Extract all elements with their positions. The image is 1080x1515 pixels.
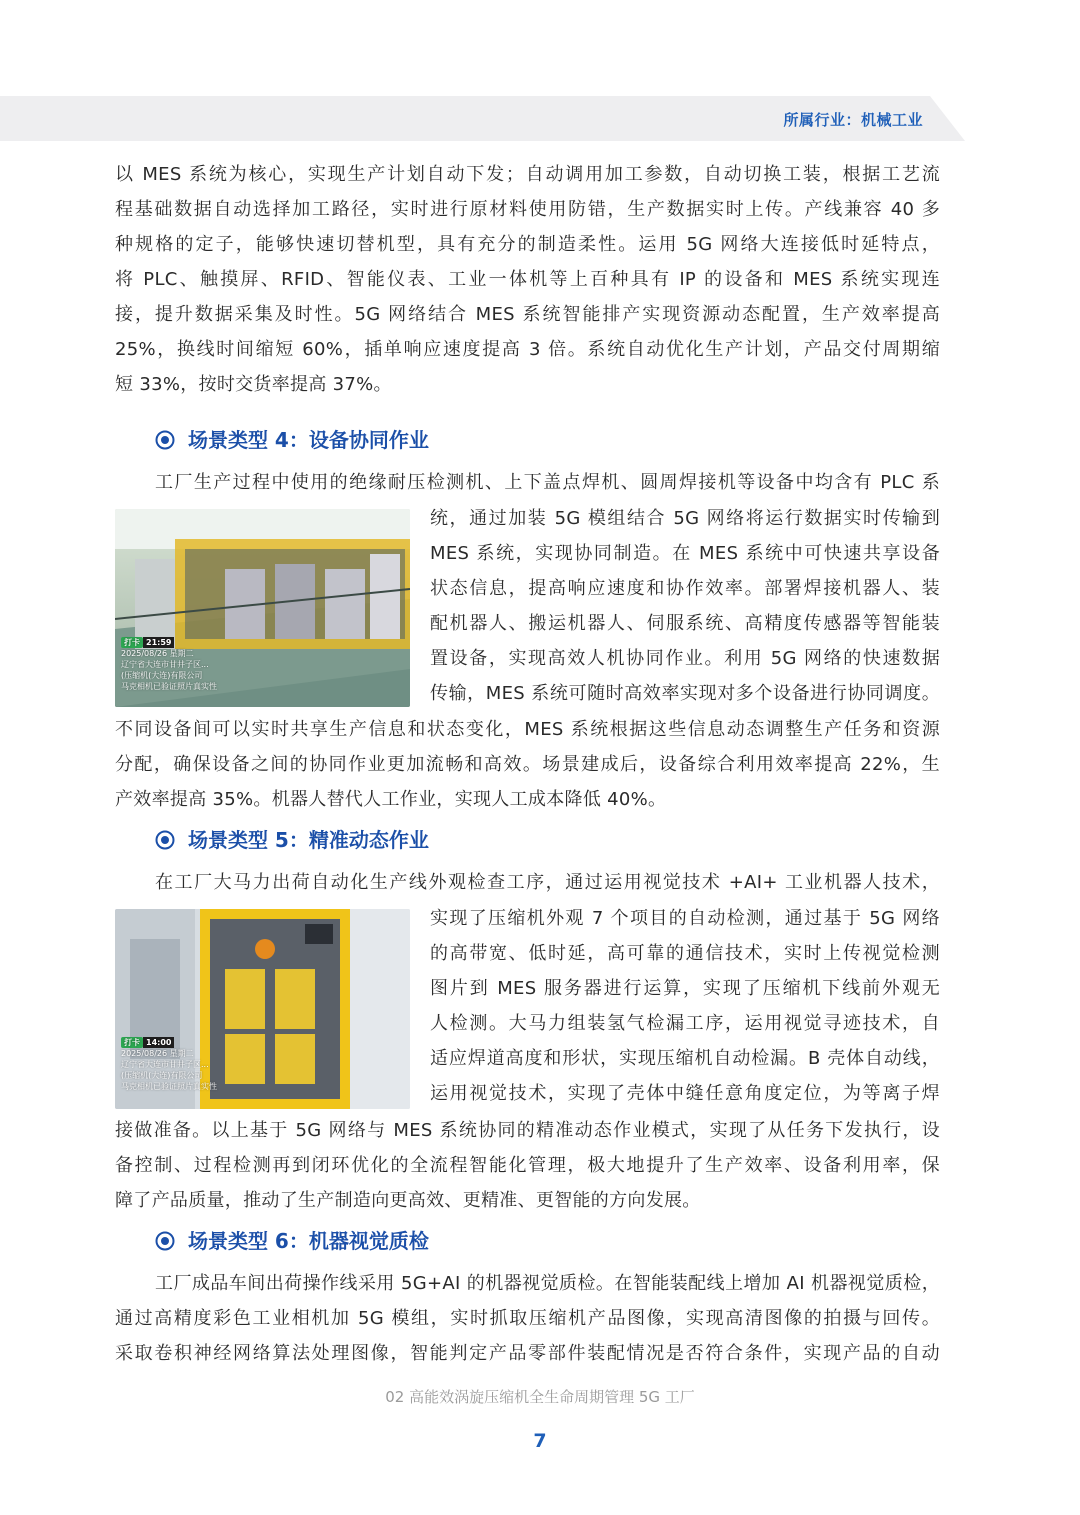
inspection-cell-photo: [115, 909, 410, 1109]
section4-line: 状态信息，提高响应速度和协作效率。部署焊接机器人、装: [430, 578, 940, 599]
section6-title: 场景类型 6：机器视觉质检: [187, 1229, 429, 1253]
stamp-time: 21:59: [143, 637, 174, 648]
page-number: 7: [533, 1430, 547, 1452]
section5-title: 场景类型 5：精准动态作业: [187, 828, 429, 852]
section5-line: 人检测。大马力组装氢气检漏工序，运用视觉寻迹技术，自: [430, 1013, 940, 1034]
section5-line: 实现了压缩机外观 7 个项目的自动检测，通过基于 5G 网络: [430, 908, 940, 929]
stamp-company: (压缩机(大连)有限公司: [121, 671, 203, 680]
section4-line: 工厂生产过程中使用的绝缘耐压检测机、上下盖点焊机、圆周焊接机等设备中均含有 PLC 系: [155, 472, 940, 493]
section5-line: 接做准备。以上基于 5G 网络与 MES 系统协同的精准动态作业模式，实现了从任务下发执行，设: [115, 1120, 940, 1141]
section5-line: 运用视觉技术，实现了壳体中缝任意角度定位，为等离子焊: [430, 1083, 940, 1104]
section4-line: 传输，MES 系统可随时高效率实现对多个设备进行协同调度。: [430, 683, 940, 704]
section5-line: 适应焊道高度和形状，实现压缩机自动检漏。B 壳体自动线，: [430, 1048, 940, 1069]
stamp-date: 2025/08/26 星期二: [121, 649, 194, 658]
target-icon: [155, 428, 182, 452]
section4-line: 置设备，实现高效人机协同作业。利用 5G 网络的快速数据: [430, 648, 940, 669]
section5-line: 的高带宽、低时延，高可靠的通信技术，实时上传视觉检测: [430, 943, 940, 964]
section4-line: MES 系统，实现协同制造。在 MES 系统中可快速共享设备: [430, 543, 940, 564]
stamp-date: 2025/08/26 星期二: [121, 1049, 194, 1058]
section4-line: 产效率提高 35%。机器人替代人工作业，实现人工成本降低 40%。: [115, 789, 667, 810]
section6-heading: [155, 1226, 429, 1256]
section5-line: 障了产品质量，推动了生产制造向更高效、更精准、更智能的方向发展。: [115, 1190, 701, 1211]
factory-line-photo: [115, 509, 410, 707]
para1-line: 将 PLC、触摸屏、RFID、智能仪表、工业一体机等上百种具有 IP 的设备和 MES 系统实现连: [115, 269, 940, 290]
section6-line: 采取卷积神经网络算法处理图像，智能判定产品零部件装配情况是否符合条件，实现产品的自动: [115, 1343, 940, 1364]
section4-title: 场景类型 4：设备协同作业: [187, 428, 429, 452]
section6-line: 工厂成品车间出荷操作线采用 5G+AI 的机器视觉质检。在智能装配线上增加 AI 机器视觉质检，: [155, 1273, 940, 1294]
stamp-company: (压缩机(大连)有限公司: [121, 1071, 203, 1080]
para1-line: 接，提升数据采集及时性。5G 网络结合 MES 系统智能排产实现资源动态配置，生产效率提高: [115, 304, 940, 325]
stamp-verified: 马克相机已验证照片真实性: [121, 1082, 217, 1091]
stamp-time: 14:00: [143, 1037, 174, 1048]
section5-heading: [155, 825, 429, 855]
section5-line: 在工厂大马力出荷自动化生产线外观检查工序，通过运用视觉技术 +AI+ 工业机器人技术，: [155, 872, 940, 893]
section4-line: 统，通过加装 5G 模组结合 5G 网络将运行数据实时传输到: [430, 508, 940, 529]
section4-line: 不同设备间可以实时共享生产信息和状态变化，MES 系统根据这些信息动态调整生产任务和资源: [115, 719, 940, 740]
stamp-verified: 马克相机已验证照片真实性: [121, 682, 217, 691]
industry-label: 所属行业：机械工业: [783, 111, 923, 129]
section6-line: 通过高精度彩色工业相机加 5G 模组，实时抓取压缩机产品图像，实现高清图像的拍摄与回传。: [115, 1308, 940, 1329]
para1-line: 以 MES 系统为核心，实现生产计划自动下发；自动调用加工参数，自动切换工装，根据工艺流: [115, 164, 940, 185]
footer-title: 02 高能效涡旋压缩机全生命周期管理 5G 工厂: [385, 1388, 695, 1406]
stamp-badge: 打卡: [121, 1037, 143, 1048]
para1-line: 短 33%，按时交货率提高 37%。: [115, 374, 392, 395]
stamp-address: 辽宁省大连市甘井子区...: [121, 1060, 209, 1069]
para1-line: 程基础数据自动选择加工路径，实时进行原材料使用防错，生产数据实时上传。产线兼容 40 多: [115, 199, 940, 220]
target-icon: [155, 828, 182, 852]
section4-line: 分配，确保设备之间的协同作业更加流畅和高效。场景建成后，设备综合利用效率提高 22%，生: [115, 754, 940, 775]
para1-line: 25%，换线时间缩短 60%，插单响应速度提高 3 倍。系统自动优化生产计划，产品交付周期缩: [115, 339, 940, 360]
photo-stamp: [121, 1037, 217, 1092]
section5-line: 图片到 MES 服务器进行运算，实现了压缩机下线前外观无: [430, 978, 940, 999]
para1-line: 种规格的定子，能够快速切替机型，具有充分的制造柔性。运用 5G 网络大连接低时延特点，: [115, 234, 940, 255]
stamp-address: 辽宁省大连市甘井子区...: [121, 660, 209, 669]
photo-stamp: [121, 637, 217, 692]
section5-line: 备控制、过程检测再到闭环优化的全流程智能化管理，极大地提升了生产效率、设备利用率，保: [115, 1155, 940, 1176]
stamp-badge: 打卡: [121, 637, 143, 648]
section4-line: 配机器人、搬运机器人、伺服系统、高精度传感器等智能装: [430, 613, 940, 634]
section4-heading: [155, 425, 429, 455]
target-icon: [155, 1229, 182, 1253]
